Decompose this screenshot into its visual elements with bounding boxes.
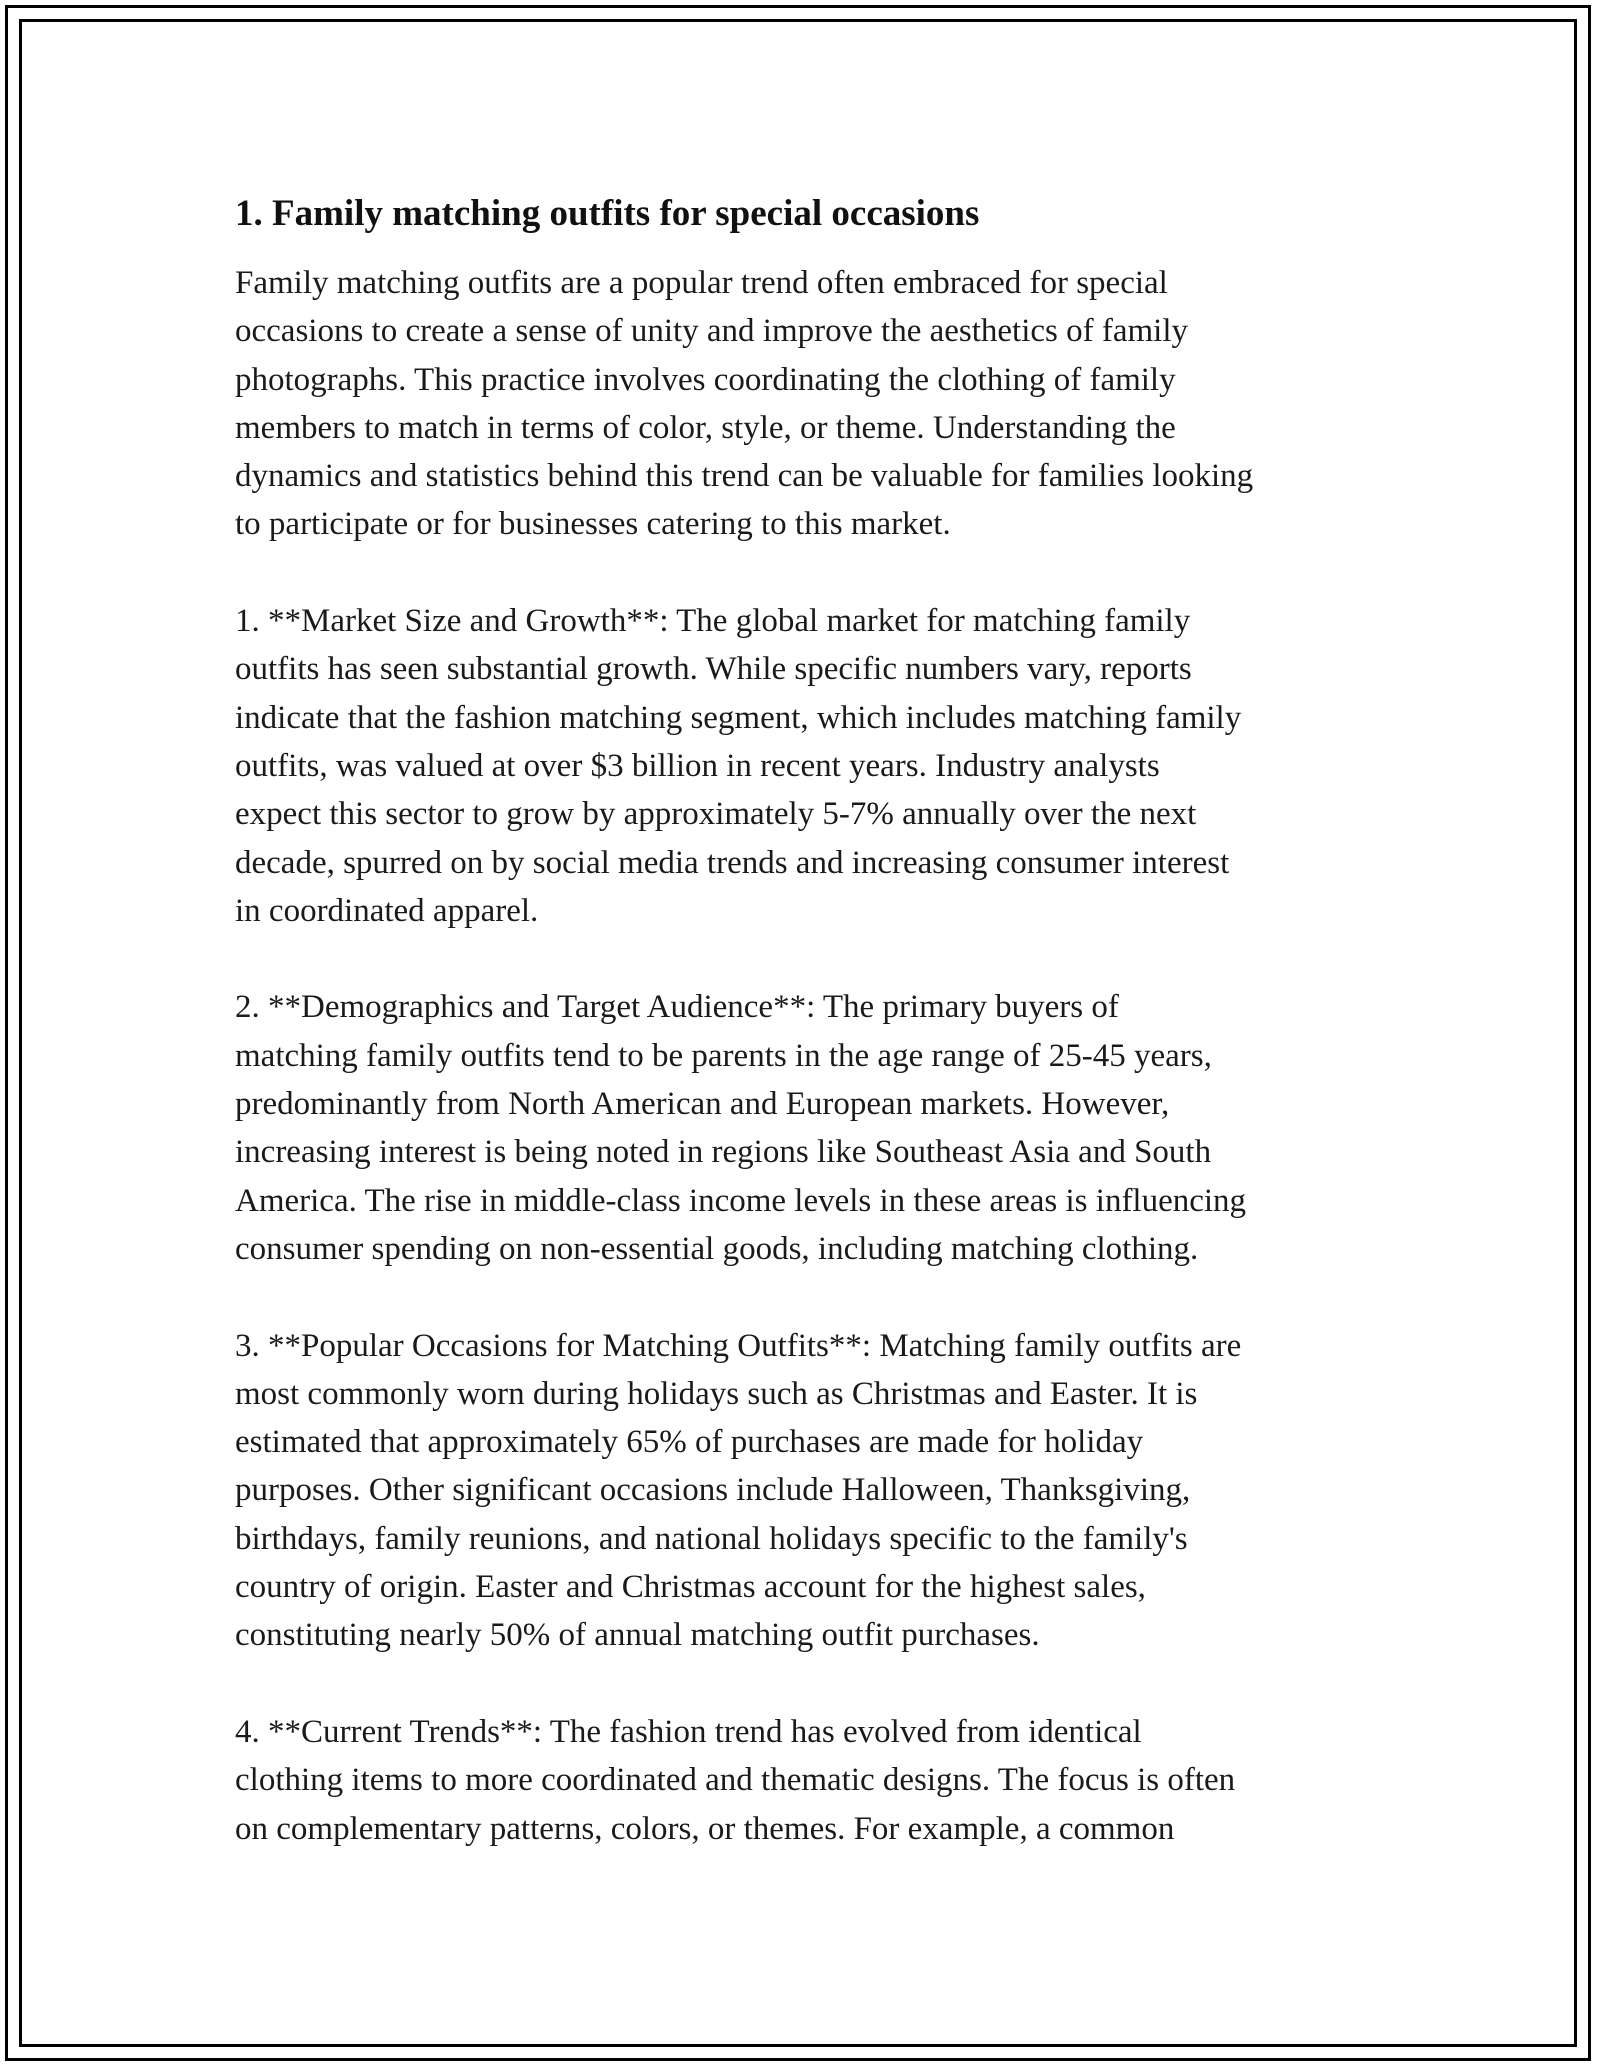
occasions-paragraph: 3. **Popular Occasions for Matching Outfits**: Matching family outfits are most commonly worn during holidays such as Christmas and Easter. It is estimated that approximately 65% of purchases are made for holiday purposes. Other significant occasions include Halloween, Thanksgiving, birthdays, family reunions, and national holidays specific to the family's country of origin. Easter and Christmas account for the highest sales, constituting nearly 50% of annual matching outfit purchases. — [235, 1327, 1242, 1654]
intro-paragraph: Family matching outfits are a popular trend often embraced for special occasions to create a sense of unity and improve the aesthetics of family photographs. This practice involves coordinating the clothing of family members to match in terms of color, style, or theme. Understanding the dynamics and statistics behind this trend can be valuable for families looking to participate or for businesses catering to this market. — [235, 265, 1254, 543]
demographics-paragraph: 2. **Demographics and Target Audience**: The primary buyers of matching family outfits tend to be parents in the age range of 25-45 years, predominantly from North American and European markets. However, increasing interest is being noted in regions like Southeast Asia and South America. The rise in middle-class income levels in these areas is influencing consumer spending on non-essential goods, including matching clothing. — [235, 989, 1247, 1267]
section-heading: 1. Family matching outfits for special occasions — [235, 193, 980, 234]
market-size-paragraph: 1. **Market Size and Growth**: The global market for matching family outfits has seen substantial growth. While specific numbers vary, reports indicate that the fashion matching segment, which includes matching family outfits, was valued at over $3 billion in recent years. Industry analysts expect this sector to grow by approximately 5-7% annually over the next decade, spurred on by social media trends and increasing consumer interest in coordinated apparel. — [235, 603, 1242, 929]
current-trends-paragraph: 4. **Current Trends**: The fashion trend has evolved from identical clothing items to more coordinated and thematic designs. The focus is often on complementary patterns, colors, or themes. For example, a common — [235, 1713, 1236, 1847]
document-body — [235, 185, 1375, 1901]
